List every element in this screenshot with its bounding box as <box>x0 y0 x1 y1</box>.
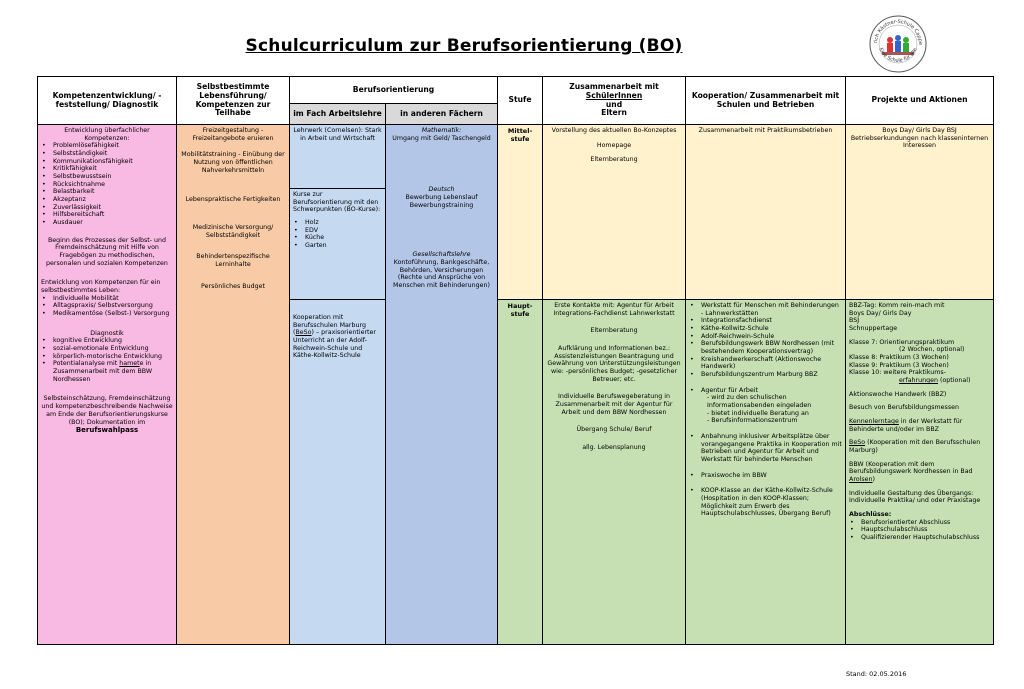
header-stufe: Stufe <box>498 77 543 125</box>
stand-date: Stand: 02.05.2016 <box>846 670 907 678</box>
logo-text: rich Kästner-Schule Cappe <box>872 18 924 46</box>
kooperation-mittelstufe-cell: Zusammenarbeit mit Praktikumsbetrieben <box>686 125 846 300</box>
andere-faecher-cell: Mathematik: Umgang mit Geld/ Taschengeld Deutsch Bewerbung Lebenslauf Bewerbungstraining Gesellschaftslehre Kontoführung, Bankgeschäfte, Behörden, Versicherungen (Rechte und Ansprüche von Menschen mit Behinderungen) <box>386 125 498 645</box>
hauptstufe-label: Haupt-stufe <box>498 300 543 645</box>
mittelstufe-label: Mittel-stufe <box>498 125 543 300</box>
header-projekte: Projekte und Aktionen <box>846 77 994 125</box>
zusammenarbeit-hauptstufe-cell: Erste Kontakte mit: Agentur für Arbeit Integrations-Fachdienst Lahnwerkstatt Elternberatung Aufklärung und Informationen bez.: Assistenzleistungen Beantragung und Gewährung von Unterstützungsleistungen wie: -persönliches Budget; -gesetzlicher Betreuer; etc. Individuelle Berufswegeberatung in Zusammenarbeit mit der Agentur für Arbeit und dem BBW Nordhessen Übergang Schule/ Beruf allg. Lebensplanung <box>543 300 686 645</box>
kompetenz-cell: Entwicklung überfachlicher Kompetenzen: • Problemlösefähigkeit • Selbstständigkeit • Kommunikationsfähigkeit • Kritikfähigkeit • Selbstbewusstsein • Rücksichtnahme • Belastbarkeit • Akzeptanz • Zuverlässigkeit • Hilfsbereitschaft • Ausdauer Beginn des Prozesses der Selbst- und Fremdeinschätzung mit Hilfe von Fragebögen zu methodischen, personalen und sozialen Kompetenzen Entwicklung von Kompetenzen für ein selbstbestimmtes Leben: • Individuelle Mobilität • Alltagspraxis/ Selbstversorgung • Medikamentöse (Selbst-) Versorgung Diagnostik • kognitive Entwicklung • sozial-emotionale Entwicklung • körperlich-motorische Entwicklung • Potentialanalyse mit hamete in Zusammenarbeit mit dem BBW Nordhessen Selbsteinschätzung, Fremdeinschätzung und kompetenzbeschreibende Nachweise am Ende der Berufsorientierungskurse (BO); Dokumentation im Berufswahlpass <box>38 125 177 645</box>
selbstbestimmt-cell: Freizeitgestaltung -Freizeitangebote eruieren Mobilitätstraining - Einübung der Nutzung von öffentlichen Nahverkehrsmitteln Lebenspraktische Fertigkeiten Medizinische Versorgung/ Selbstständigkeit Behindertenspezifische Lerninhalte Persönliches Budget <box>177 125 290 645</box>
header-berufsorientierung: Berufsorientierung <box>290 77 498 104</box>
projekte-hauptstufe-cell: BBZ-Tag: Komm rein-mach mit Boys Day/ Girls Day BSJ Schnuppertage Klasse 7: Orientierungspraktikum (2 Wochen, optional) Klasse 8: Praktikum (3 Wochen) Klasse 9: Praktikum (3 Wochen) Klasse 10: weitere Praktikums- erfahrungen (optional) Aktionswoche Handwerk (BBZ) Besuch von Berufsbildungsmessen Kennenlerntage in der Werkstatt für Behinderte und/oder im BBZ BeSo (Kooperation mit den Berufsschulen Marburg) BBW (Kooperation mit dem Berufsbildungswerk Nordhessen in Bad Arolsen) Individuelle Gestaltung des Übergangs: Individuelle Praktika/ und oder Praxistage Abschlüsse: • Berufsorientierter Abschluss • Hauptschulabschluss • Qualifizierender Hauptschulabschluss <box>846 300 994 645</box>
header-kooperation: Kooperation/ Zusammenarbeit mit Schulen und Betrieben <box>686 77 846 125</box>
logo-text: Eine Schule für alle <box>877 47 919 64</box>
projekte-mittelstufe-cell: Boys Day/ Girls Day BSJ Betriebserkundungen nach klasseninternen Interessen <box>846 125 994 300</box>
page-title: Schulcurriculum zur Berufsorientierung (BO) <box>245 36 683 56</box>
kooperation-hauptstufe-cell: • Werkstatt für Menschen mit Behinderungen - Lahnwerkstätten • Integrationsfachdienst • Käthe-Kollwitz-Schule • Adolf-Reichwein-Schule • Berufsbildungswerk BBW Nordhessen (mit bestehendem Kooperationsvertrag) • Kreishandwerkerschaft (Aktionswoche Handwerk) • Berufsbildungszentrum Marburg BBZ • Agentur für Arbeit - wird zu den schulischen Informationsabenden eingeladen - bietet individuelle Beratung an - Berufsinformationszentrum • Anbahnung inklusiver Arbeitsplätze über vorangegangene Praktika in Kooperation mit Betrieben und Agentur für Arbeit und Werkstatt für behinderte Menschen • Praxiswoche im BBW • KOOP-Klasse an der Käthe-Kollwitz-Schule (Hospitation in den KOOP-Klassen; Möglichkeit zum Erwerb des Hauptschulabschlusses, Übergang Beruf) <box>686 300 846 645</box>
header-selbstbestimmt: Selbstbestimmte Lebensführung/ Kompetenzen zur Teilhabe <box>177 77 290 125</box>
curriculum-table <box>37 76 994 645</box>
header-arbeitslehre: im Fach Arbeitslehre <box>290 104 386 125</box>
header-kompetenz: Kompetenzentwicklung/ -feststellung/ Diagnostik <box>38 77 177 125</box>
arbeitslehre-mittelstufe-cell: Lehrwerk (Cornelsen): Stark in Arbeit und Wirtschaft Kurse zur Berufsorientierung mit den Schwerpunkten (BO-Kurse): • Holz • EDV • Küche • Garten <box>290 125 386 300</box>
school-logo-icon <box>868 14 928 74</box>
kompetenz-list: • Problemlösefähigkeit • Selbstständigkeit • Kommunikationsfähigkeit • Kritikfähigkeit • Selbstbewusstsein • Rücksichtnahme • Belastbarkeit • Akzeptanz • Zuverlässigkeit • Hilfsbereitschaft • Ausdauer <box>41 142 173 226</box>
header-zusammenarbeit: Zusammenarbeit mit SchülerInnen und Eltern <box>543 77 686 125</box>
header-andere-faecher: in anderen Fächern <box>386 104 498 125</box>
zusammenarbeit-mittelstufe-cell: Vorstellung des aktuellen Bo-Konzeptes Homepage Elternberatung <box>543 125 686 300</box>
arbeitslehre-hauptstufe-cell: Kooperation mit Berufsschulen Marburg (BeSo) – praxisorientierter Unterricht an der Adolf-Reichwein-Schule und Käthe-Kollwitz-Schule <box>290 300 386 645</box>
